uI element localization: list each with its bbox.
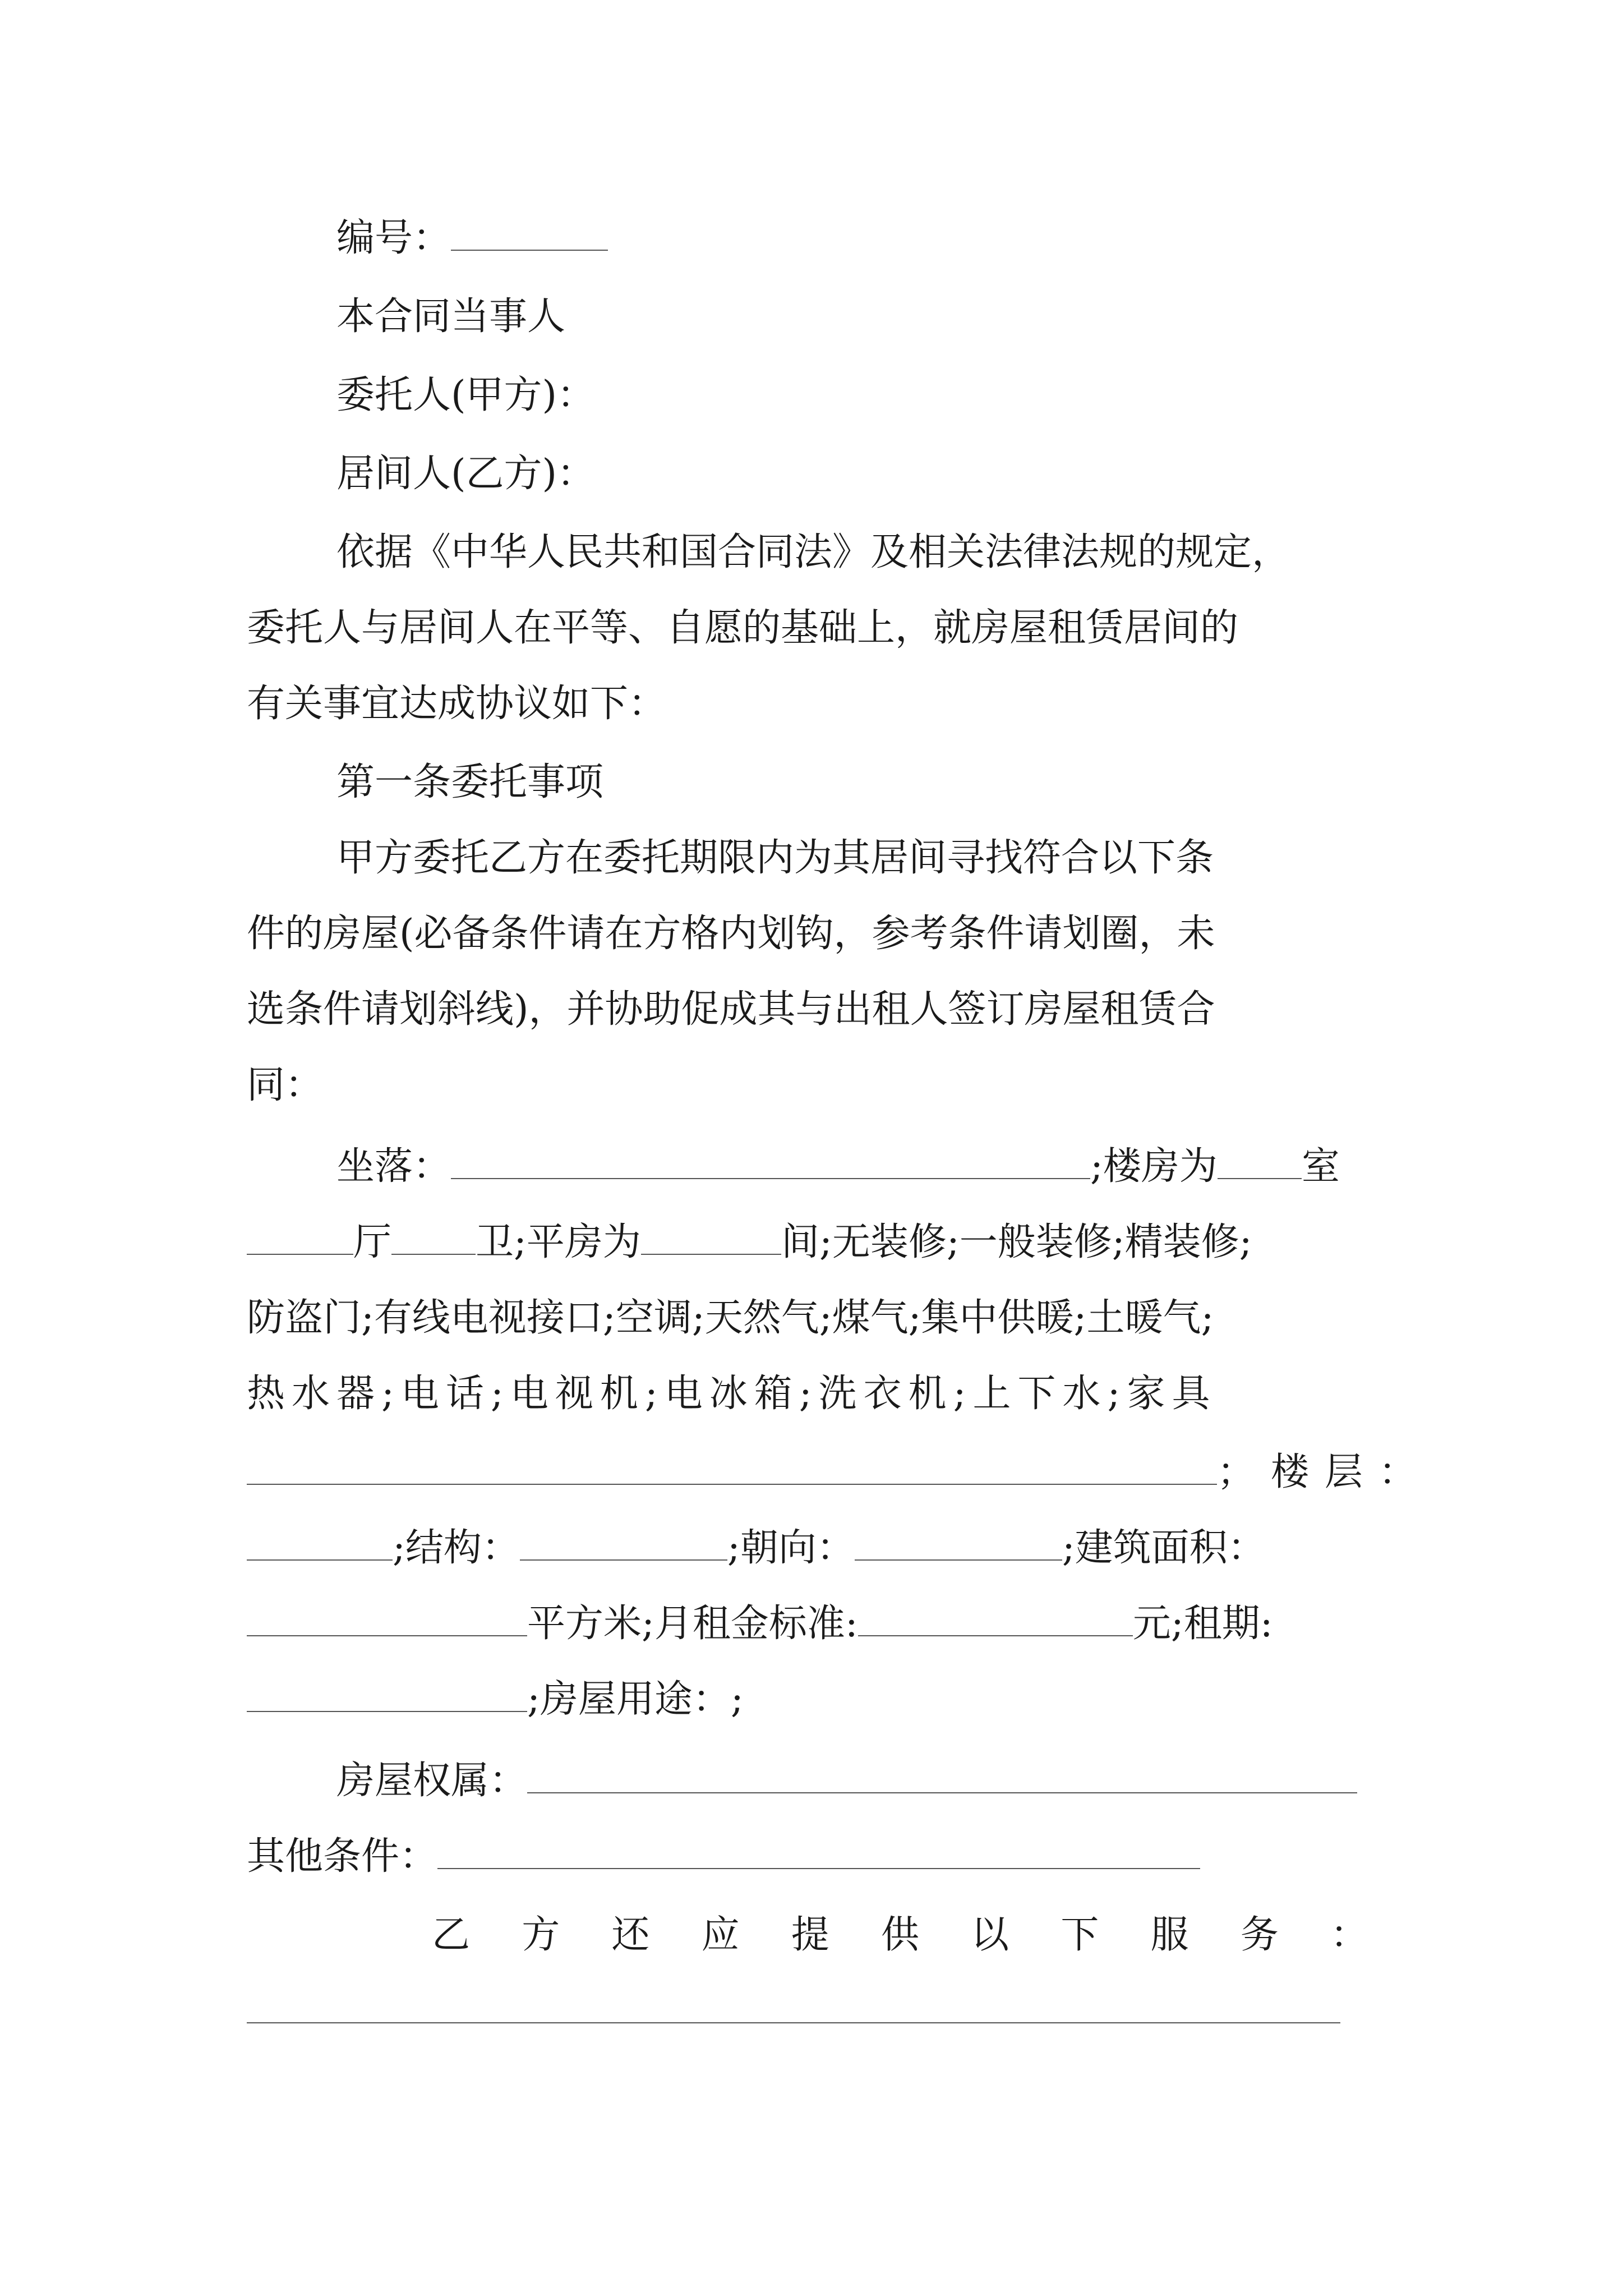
area-label: ;建筑面积： bbox=[1062, 1526, 1266, 1570]
number-label: 编号： bbox=[336, 216, 451, 260]
services-char: 以 bbox=[971, 1913, 1009, 1957]
facilities-line-2: 热水器;电话;电视机;电冰箱;洗衣机;上下水;家具 bbox=[247, 1372, 1217, 1416]
floor-label: ；楼层： bbox=[1217, 1450, 1433, 1494]
article1-paragraph-line-3: 选条件请划斜线)，并协助促成其与出租人签订房屋租赁合 bbox=[247, 987, 1215, 1032]
other-conditions-blank bbox=[437, 1834, 1200, 1869]
orientation-label: ;朝向： bbox=[727, 1526, 855, 1570]
rent-line bbox=[247, 1596, 1273, 1652]
location-blank bbox=[451, 1144, 1090, 1179]
services-char: 还 bbox=[611, 1913, 650, 1957]
furniture-blank bbox=[247, 1450, 1217, 1485]
services-char: 供 bbox=[880, 1913, 919, 1957]
structure-line bbox=[247, 1520, 1266, 1576]
services-char: 下 bbox=[1061, 1913, 1099, 1957]
services-char: 方 bbox=[522, 1913, 560, 1957]
area-blank bbox=[247, 1602, 527, 1636]
sqm-label: 平方米;月租金标准: bbox=[527, 1602, 858, 1646]
bath-label: 卫;平房为 bbox=[476, 1220, 641, 1264]
facilities-line-1: 防盗门;有线电视接口;空调;天然气;煤气;集中供暖;土暖气; bbox=[247, 1296, 1214, 1340]
room-label: 室 bbox=[1301, 1144, 1340, 1189]
floor-line bbox=[247, 1444, 1432, 1501]
services-char: 提 bbox=[791, 1913, 829, 1957]
other-label: 其他条件： bbox=[247, 1834, 438, 1879]
building-label: ;楼房为 bbox=[1090, 1144, 1218, 1189]
intermediary-label: 居间人(乙方)： bbox=[336, 452, 596, 496]
services-char: 应 bbox=[701, 1913, 740, 1957]
bungalow-rooms-blank bbox=[641, 1220, 781, 1255]
services-blank bbox=[247, 2022, 1340, 2023]
ownership-blank bbox=[527, 1759, 1357, 1793]
number-line bbox=[336, 210, 608, 266]
services-char: 服 bbox=[1150, 1913, 1189, 1957]
usage-line bbox=[247, 1672, 744, 1728]
floor-blank bbox=[247, 1526, 393, 1561]
services-char: ： bbox=[1330, 1913, 1368, 1957]
structure-blank bbox=[520, 1526, 727, 1561]
bath-count-blank bbox=[391, 1220, 476, 1255]
principal-label: 委托人(甲方)： bbox=[336, 373, 596, 417]
hall-label: 厅 bbox=[353, 1220, 392, 1264]
layout-line bbox=[247, 1214, 1252, 1271]
services-char: 乙 bbox=[432, 1913, 471, 1957]
location-line bbox=[336, 1139, 1340, 1195]
article1-paragraph-line-2: 件的房屋(必备条件请在方格内划钩，参考条件请划圈，未 bbox=[247, 912, 1215, 956]
preamble-line-3: 有关事宜达成协议如下： bbox=[247, 682, 667, 726]
term-blank bbox=[247, 1677, 527, 1712]
orientation-blank bbox=[855, 1526, 1062, 1561]
ownership-line bbox=[336, 1753, 1357, 1809]
location-label: 坐落： bbox=[336, 1144, 451, 1189]
article1-title: 第一条委托事项 bbox=[336, 760, 604, 804]
rent-blank bbox=[858, 1602, 1133, 1636]
parties-heading: 本合同当事人 bbox=[336, 295, 566, 339]
room-count-blank bbox=[1218, 1144, 1302, 1179]
other-conditions-line bbox=[247, 1829, 1200, 1885]
number-blank bbox=[451, 216, 608, 251]
hall-count-blank bbox=[247, 1220, 353, 1255]
article1-paragraph-line-4: 同： bbox=[247, 1063, 324, 1107]
ownership-label: 房屋权属： bbox=[336, 1759, 528, 1803]
yuan-label: 元;租期: bbox=[1132, 1602, 1273, 1646]
preamble-line-2: 委托人与居间人在平等、自愿的基础上，就房屋租赁居间的 bbox=[247, 606, 1239, 650]
services-char: 务 bbox=[1240, 1913, 1279, 1957]
usage-label: ;房屋用途：; bbox=[527, 1677, 744, 1722]
article1-paragraph-line-1: 甲方委托乙方在委托期限内为其居间寻找符合以下条 bbox=[336, 836, 1214, 880]
structure-label: ;结构： bbox=[393, 1526, 520, 1570]
rooms-unit-label: 间;无装修;一般装修;精装修; bbox=[781, 1220, 1252, 1264]
preamble-line-1: 依据《中华人民共和国合同法》及相关法律法规的规定， bbox=[336, 530, 1290, 574]
services-line bbox=[432, 1907, 1368, 1963]
